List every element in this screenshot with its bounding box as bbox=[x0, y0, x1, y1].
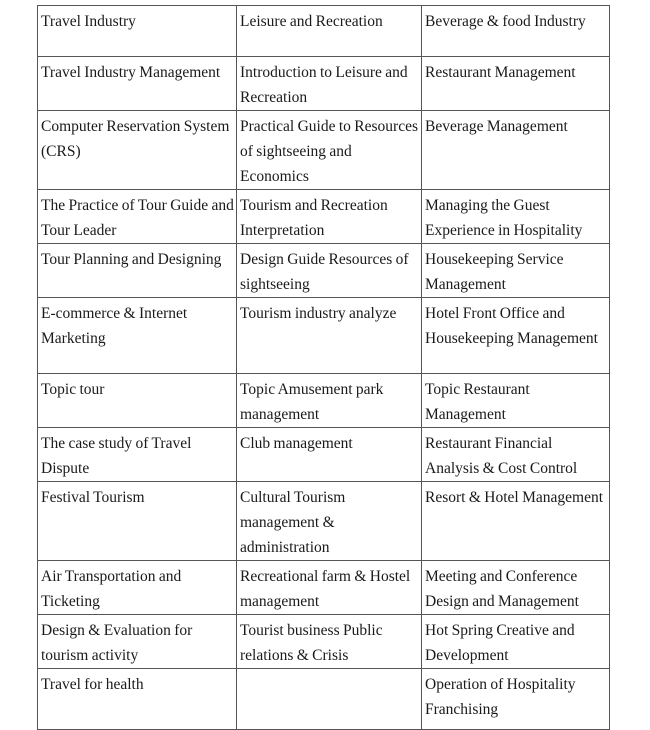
table-cell: Resort & Hotel Management bbox=[422, 482, 610, 561]
table-row bbox=[38, 615, 610, 669]
table-cell: Tourist business Public relations & Crisis bbox=[237, 615, 422, 669]
table-cell: Tourism industry analyze bbox=[237, 298, 422, 374]
table-row bbox=[38, 6, 610, 57]
table-cell: Managing the Guest Experience in Hospitality bbox=[422, 190, 610, 244]
table-cell: Operation of Hospitality Franchising bbox=[422, 669, 610, 730]
table-cell: Travel Industry Management bbox=[38, 57, 237, 111]
table-cell: Tourism and Recreation Interpretation bbox=[237, 190, 422, 244]
table-cell: Hot Spring Creative and Development bbox=[422, 615, 610, 669]
table-cell bbox=[237, 669, 422, 730]
table-cell: Cultural Tourism management & administration bbox=[237, 482, 422, 561]
table-cell: Design Guide Resources of sightseeing bbox=[237, 244, 422, 298]
table-row bbox=[38, 428, 610, 482]
table-row bbox=[38, 561, 610, 615]
table-row bbox=[38, 298, 610, 374]
table-cell: Design & Evaluation for tourism activity bbox=[38, 615, 237, 669]
table-cell: Beverage & food Industry bbox=[422, 6, 610, 57]
table-cell: Air Transportation and Ticketing bbox=[38, 561, 237, 615]
table-cell: Housekeeping Service Management bbox=[422, 244, 610, 298]
table-cell: Club management bbox=[237, 428, 422, 482]
table-row bbox=[38, 244, 610, 298]
table-cell: Festival Tourism bbox=[38, 482, 237, 561]
table-row bbox=[38, 482, 610, 561]
table-cell: Travel Industry bbox=[38, 6, 237, 57]
table-cell: Practical Guide to Resources of sightseeing and Economics bbox=[237, 111, 422, 190]
table-cell: Introduction to Leisure and Recreation bbox=[237, 57, 422, 111]
table-cell: Travel for health bbox=[38, 669, 237, 730]
course-table bbox=[37, 5, 610, 730]
table-cell: Leisure and Recreation bbox=[237, 6, 422, 57]
table-cell: E-commerce & Internet Marketing bbox=[38, 298, 237, 374]
table-cell: Restaurant Financial Analysis & Cost Control bbox=[422, 428, 610, 482]
table-cell: Topic Amusement park management bbox=[237, 374, 422, 428]
table-row bbox=[38, 57, 610, 111]
table-cell: Recreational farm & Hostel management bbox=[237, 561, 422, 615]
table-row bbox=[38, 374, 610, 428]
table-cell: The case study of Travel Dispute bbox=[38, 428, 237, 482]
table-cell: Topic tour bbox=[38, 374, 237, 428]
table-row bbox=[38, 190, 610, 244]
table-row bbox=[38, 111, 610, 190]
table-cell: The Practice of Tour Guide and Tour Leader bbox=[38, 190, 237, 244]
table-cell: Restaurant Management bbox=[422, 57, 610, 111]
table-cell: Computer Reservation System (CRS) bbox=[38, 111, 237, 190]
table-cell: Beverage Management bbox=[422, 111, 610, 190]
table-cell: Topic Restaurant Management bbox=[422, 374, 610, 428]
table-cell: Meeting and Conference Design and Management bbox=[422, 561, 610, 615]
table-cell: Tour Planning and Designing bbox=[38, 244, 237, 298]
table-row bbox=[38, 669, 610, 730]
table-cell: Hotel Front Office and Housekeeping Management bbox=[422, 298, 610, 374]
